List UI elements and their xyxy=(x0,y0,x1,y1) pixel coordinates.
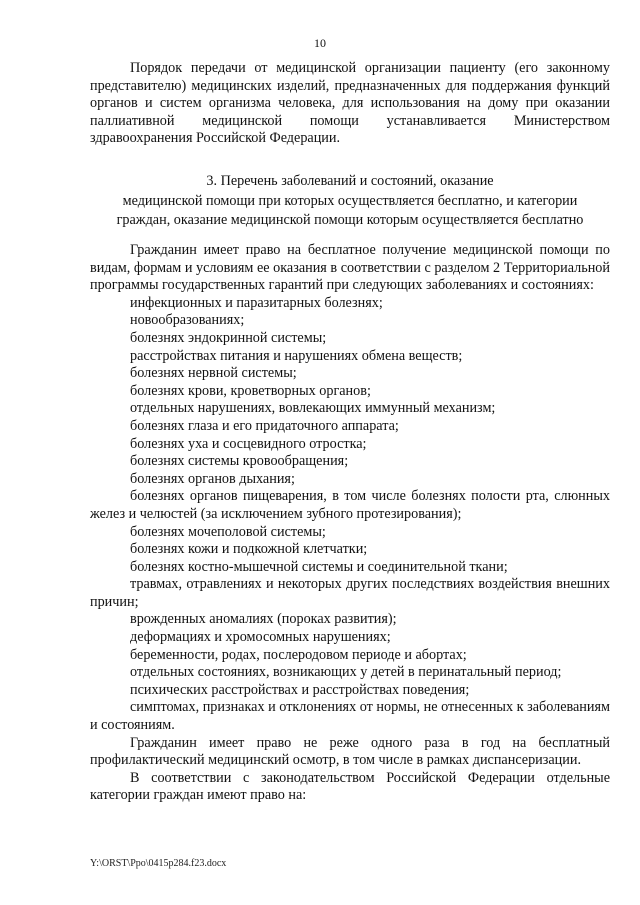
list-item: болезнях уха и сосцевидного отростка; xyxy=(130,435,367,452)
list-item: болезнях нервной системы; xyxy=(130,365,297,382)
list-item: болезнях крови, кроветворных органов; xyxy=(130,382,371,399)
conditions-list xyxy=(90,295,610,735)
list-item: новообразованиях; xyxy=(130,312,245,329)
list-item: болезнях эндокринной системы; xyxy=(130,329,327,346)
list-item: симптомах, признаках и отклонениях от нормы, не отнесенных к заболеваниям и состояниям. xyxy=(90,699,610,734)
footer-file-path: Y:\ORST\Ppo\0415p284.f23.docx xyxy=(90,858,227,869)
page-number: 10 xyxy=(314,36,326,50)
list-item: болезнях органов дыхания; xyxy=(130,470,295,487)
list-item: расстройствах питания и нарушениях обмена веществ; xyxy=(130,347,463,364)
list-item: деформациях и хромосомных нарушениях; xyxy=(130,629,391,646)
list-item: отдельных нарушениях, вовлекающих иммунный механизм; xyxy=(130,400,496,417)
list-item: беременности, родах, послеродовом периоде и абортах; xyxy=(130,646,467,663)
list-item: болезнях глаза и его придаточного аппарата; xyxy=(130,417,399,434)
checkup-paragraph: Гражданин имеет право не реже одного раза в год на бесплатный профилактический медицинский осмотр, в том числе в рамках диспансеризации. xyxy=(90,734,610,769)
list-item: отдельных состояниях, возникающих у детей в перинатальный период; xyxy=(130,664,562,681)
list-item: болезнях мочеполовой системы; xyxy=(130,523,326,540)
lead-paragraph: Гражданин имеет право на бесплатное получение медицинской помощи по видам, формам и условиям ее оказания в соответствии с разделом 2 Территориальной программы государственных гарантий при следующих заболеваниях и состояниях: xyxy=(90,242,610,294)
section-body xyxy=(90,242,610,805)
list-item: психических расстройствах и расстройствах поведения; xyxy=(130,681,470,698)
section-heading xyxy=(90,172,610,231)
section-heading-line: 3. Перечень заболеваний и состояний, оказание xyxy=(206,173,494,189)
intro-paragraph-block xyxy=(90,60,610,148)
section-heading-line: медицинской помощи при которых осуществляется бесплатно, и категории xyxy=(122,192,578,209)
list-item: болезнях органов пищеварения, в том числе болезнях полости рта, слюнных желез и челюстей (за исключением зубного протезирования); xyxy=(90,488,610,522)
list-item: болезнях кожи и подкожной клетчатки; xyxy=(130,541,368,558)
categories-paragraph: В соответствии с законодательством Российской Федерации отдельные категории граждан имеют право на: xyxy=(90,769,610,804)
list-item: травмах, отравлениях и некоторых других последствиях воздействия внешних причин; xyxy=(90,576,610,610)
list-item: инфекционных и паразитарных болезнях; xyxy=(130,294,383,311)
list-item: врожденных аномалиях (пороках развития); xyxy=(130,611,397,628)
list-item: болезнях системы кровообращения; xyxy=(130,453,349,470)
list-item: болезнях костно-мышечной системы и соединительной ткани; xyxy=(130,558,508,575)
section-heading-line: граждан, оказание медицинской помощи которым осуществляется бесплатно xyxy=(116,212,584,228)
intro-paragraph: Порядок передачи от медицинской организации пациенту (его законному представителю) медицинских изделий, предназначенных для поддержания функций органов и систем организма человека, для использования на дому при оказании паллиативной медицинской помощи устанавливается Министерством здравоохранения Российской Федерации. xyxy=(90,60,610,147)
